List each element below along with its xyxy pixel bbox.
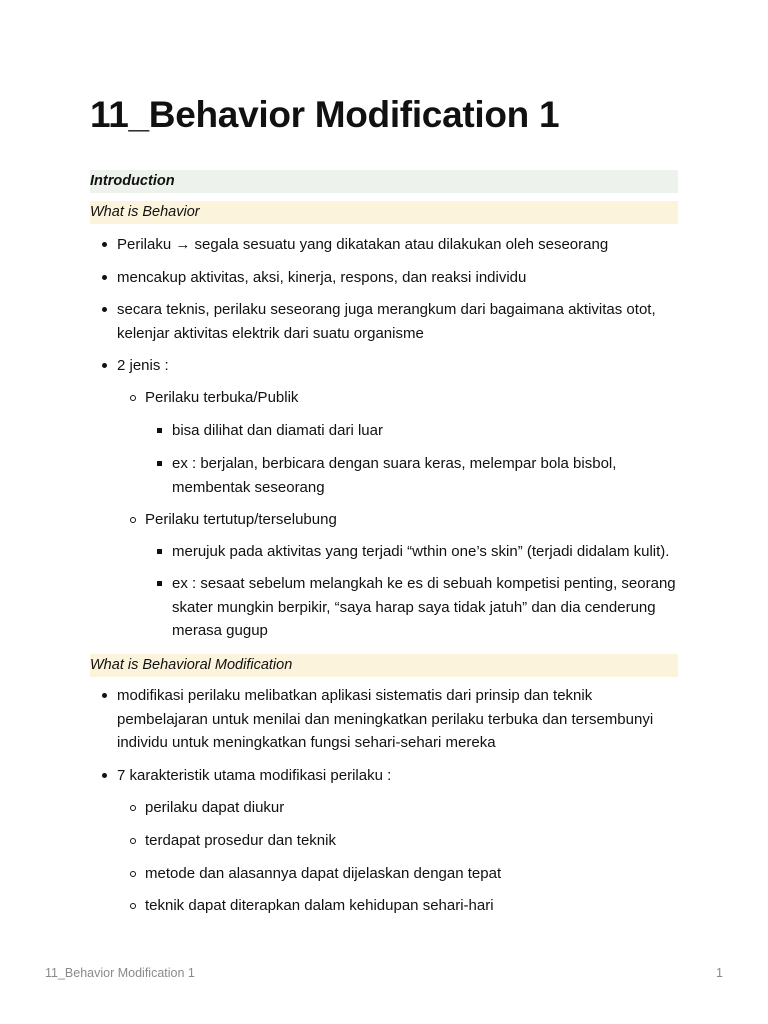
sublist-item (145, 508, 678, 532)
list-item-text: merujuk pada aktivitas yang terjadi “wthin one’s skin” (terjadi didalam kulit). (172, 543, 670, 560)
hollow-bullet-icon (130, 395, 136, 401)
hollow-bullet-icon (130, 903, 136, 909)
list-item-text: metode dan alasannya dapat dijelaskan dengan tepat (145, 865, 502, 882)
square-bullet-icon (157, 549, 162, 554)
list-item (117, 354, 678, 378)
list-item-text: mencakup aktivitas, aksi, kinerja, respons, dan reaksi individu (117, 269, 527, 286)
list-item-text: 7 karakteristik utama modifikasi perilaku : (117, 767, 392, 784)
page-title: 11_Behavior Modification 1 (90, 94, 560, 135)
bullet-icon (102, 307, 107, 312)
footer-page-number: 1 (716, 966, 723, 980)
list-item-text: ex : berjalan, berbicara dengan suara keras, melempar bola bisbol, membentak seseorang (172, 455, 617, 496)
square-bullet-icon (157, 581, 162, 586)
hollow-bullet-icon (130, 517, 136, 523)
sublist-item (145, 862, 678, 886)
list-item-text: perilaku dapat diukur (145, 799, 285, 816)
list-item-text: secara teknis, perilaku seseorang juga merangkum dari bagaimana aktivitas otot, kelenjar aktivitas elektrik dari suatu organisme (117, 301, 656, 342)
list-item-text: Perilaku tertutup/terselubung (145, 511, 337, 528)
sublist-item (145, 386, 678, 410)
sublist-item (145, 894, 678, 918)
sub-sublist-item (172, 572, 678, 643)
sub-sublist-item (172, 540, 678, 564)
bullet-icon (102, 242, 107, 247)
sublist-item (145, 829, 678, 853)
list-item-text: terdapat prosedur dan teknik (145, 832, 336, 849)
footer-doc-name: 11_Behavior Modification 1 (45, 966, 195, 980)
section-heading-what-is-behavioral-modification: What is Behavioral Modification (90, 654, 678, 677)
list-item-text: ex : sesaat sebelum melangkah ke es di sebuah kompetisi penting, seorang skater mungkin berpikir, “saya harap saya tidak jatuh” dan dia cenderung merasa gugup (172, 575, 676, 639)
sub-sublist-item (172, 419, 678, 443)
list-item (117, 266, 678, 290)
bullet-icon (102, 363, 107, 368)
square-bullet-icon (157, 428, 162, 433)
list-item-text: bisa dilihat dan diamati dari luar (172, 422, 383, 439)
list-item-text: 2 jenis : (117, 357, 169, 374)
bullet-icon (102, 693, 107, 698)
hollow-bullet-icon (130, 838, 136, 844)
list-item (117, 233, 678, 257)
list-item (117, 298, 678, 345)
section-heading-introduction: Introduction (90, 170, 678, 193)
section-heading-what-is-behavior: What is Behavior (90, 201, 678, 224)
list-item (117, 684, 678, 755)
hollow-bullet-icon (130, 805, 136, 811)
list-item-text: modifikasi perilaku melibatkan aplikasi sistematis dari prinsip dan teknik pembelajaran untuk menilai dan meningkatkan perilaku terbuka dan tersembunyi individu untuk meningkatkan fungsi sehari-sehari mereka (117, 687, 654, 751)
sub-sublist-item (172, 452, 678, 499)
bullet-icon (102, 773, 107, 778)
list-item-text: teknik dapat diterapkan dalam kehidupan sehari-hari (145, 897, 494, 914)
bullet-icon (102, 275, 107, 280)
sublist-item (145, 796, 678, 820)
list-item-text: Perilaku → segala sesuatu yang dikatakan atau dilakukan oleh seseorang (117, 236, 609, 253)
square-bullet-icon (157, 461, 162, 466)
hollow-bullet-icon (130, 871, 136, 877)
list-item (117, 764, 678, 788)
list-item-text: Perilaku terbuka/Publik (145, 389, 299, 406)
